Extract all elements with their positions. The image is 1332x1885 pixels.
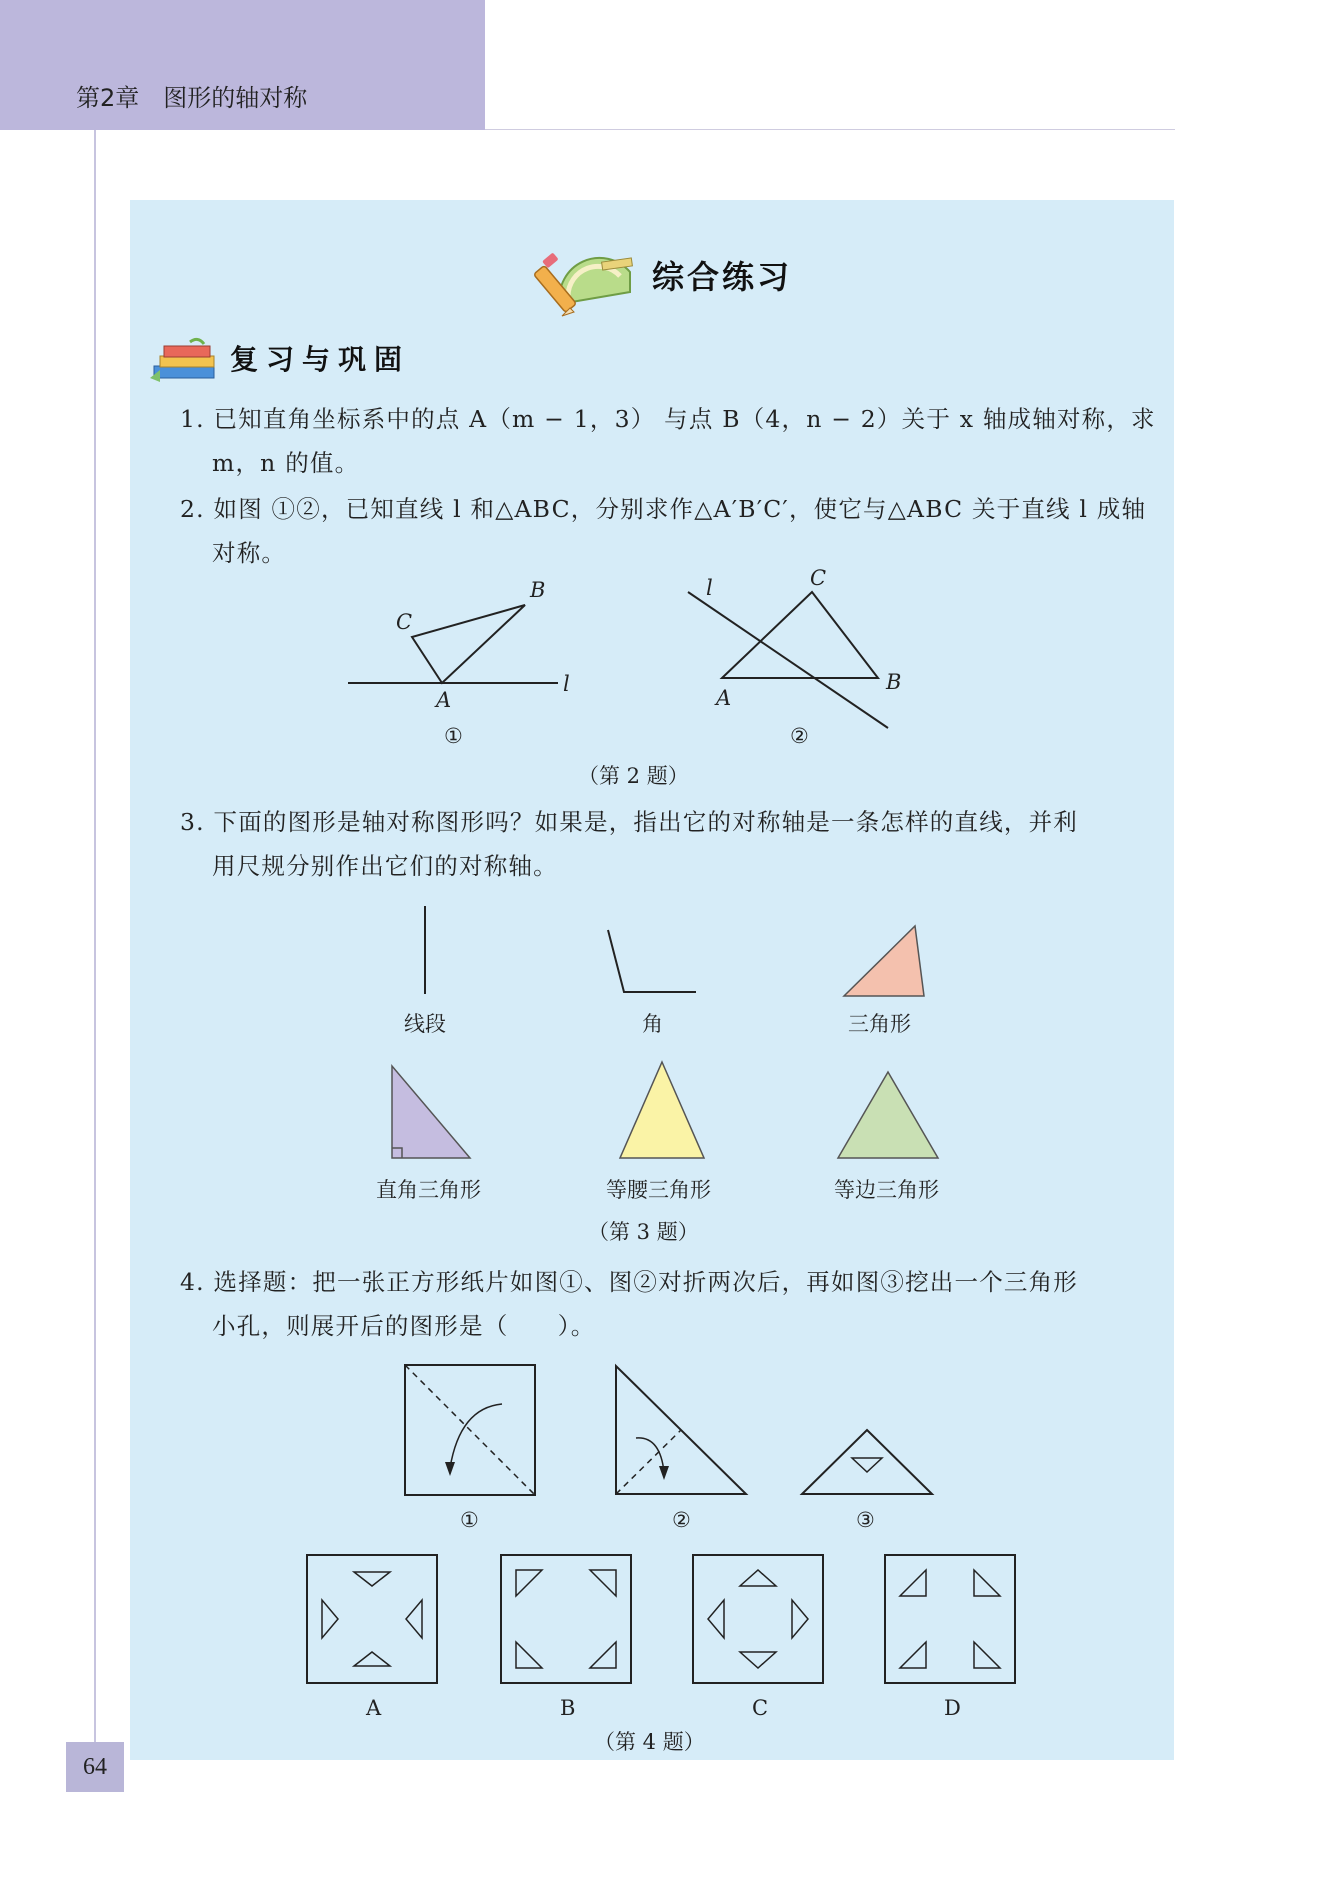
question-1: [180, 397, 1156, 485]
shape-isosceles-triangle: [616, 1060, 708, 1160]
fig2-2-label-C: C: [810, 566, 827, 590]
page-number: 64: [66, 1742, 124, 1792]
fig2-1-label-A: A: [436, 688, 452, 712]
shape-equilateral-triangle-label: 等边三角形: [834, 1178, 939, 1202]
option-b-label: B: [560, 1696, 576, 1720]
section-title: 综合练习: [652, 258, 793, 296]
fig2-2-label-A: A: [716, 686, 732, 710]
shape-segment-label: 线段: [404, 1012, 446, 1036]
shape-angle: [600, 926, 700, 996]
question-1-line2: m，n 的值。: [212, 449, 360, 477]
question-2-line2: 对称。: [212, 539, 287, 567]
chapter-title: 第2章 图形的轴对称: [76, 84, 308, 112]
question-4-line2: 小孔，则展开后的图形是（ ）。: [212, 1312, 596, 1340]
question-3: [180, 800, 1078, 888]
fold-step-1-label: ①: [460, 1508, 479, 1532]
question-2: [180, 487, 1146, 575]
fold-step-3: [800, 1428, 934, 1498]
option-d-figure: [884, 1554, 1018, 1686]
margin-rule: [94, 130, 96, 1750]
option-b-figure: [500, 1554, 634, 1686]
shape-segment: [410, 906, 440, 996]
question-4: [180, 1260, 1078, 1348]
question-2-line1: 2. 如图 ①②，已知直线 l 和△ABC，分别求作△A′B′C′，使它与△ABC 关于直线 l 成轴: [180, 495, 1147, 523]
figure-2-caption: （第 2 题）: [578, 764, 689, 788]
shape-triangle-label: 三角形: [848, 1012, 911, 1036]
fig2-1-label-l: l: [563, 672, 570, 696]
fig2-sub-label-1: ①: [444, 724, 463, 748]
option-c-figure: [692, 1554, 826, 1686]
shape-angle-label: 角: [642, 1012, 663, 1036]
option-d-label: D: [944, 1696, 961, 1720]
shape-right-triangle: [390, 1064, 474, 1160]
question-3-line1: 3. 下面的图形是轴对称图形吗？如果是，指出它的对称轴是一条怎样的直线，并利: [180, 808, 1078, 836]
fig2-1-label-C: C: [396, 610, 413, 634]
fold-step-3-label: ③: [856, 1508, 875, 1532]
question-3-line2: 用尺规分别作出它们的对称轴。: [212, 852, 558, 880]
question-1-line1: 1. 已知直角坐标系中的点 A（m − 1，3） 与点 B（4，n − 2）关于 x 轴成轴对称，求: [180, 405, 1156, 433]
shape-isosceles-triangle-label: 等腰三角形: [606, 1178, 711, 1202]
shape-equilateral-triangle: [836, 1070, 940, 1160]
option-c-label: C: [752, 1696, 769, 1720]
books-icon: [150, 336, 222, 384]
option-a-figure: [306, 1554, 440, 1686]
fig2-2-label-B: B: [886, 670, 902, 694]
drawing-tools-icon: [540, 234, 640, 318]
fold-step-2: [614, 1364, 750, 1498]
subsection-title: 复习与巩固: [230, 343, 411, 376]
fold-step-2-label: ②: [672, 1508, 691, 1532]
figure-2-diagram-2: [680, 570, 920, 740]
question-4-line1: 4. 选择题：把一张正方形纸片如图①、图②对折两次后，再如图③挖出一个三角形: [180, 1268, 1078, 1296]
option-a-label: A: [366, 1696, 382, 1720]
fig2-2-label-l: l: [706, 576, 713, 600]
fig2-1-label-B: B: [530, 578, 546, 602]
header-rule: [485, 129, 1175, 130]
shape-triangle: [842, 924, 932, 998]
figure-4-caption: （第 4 题）: [594, 1730, 705, 1754]
figure-3-caption: （第 3 题）: [588, 1220, 699, 1244]
fig2-sub-label-2: ②: [790, 724, 809, 748]
fold-step-1: [404, 1364, 538, 1498]
shape-right-triangle-label: 直角三角形: [376, 1178, 481, 1202]
